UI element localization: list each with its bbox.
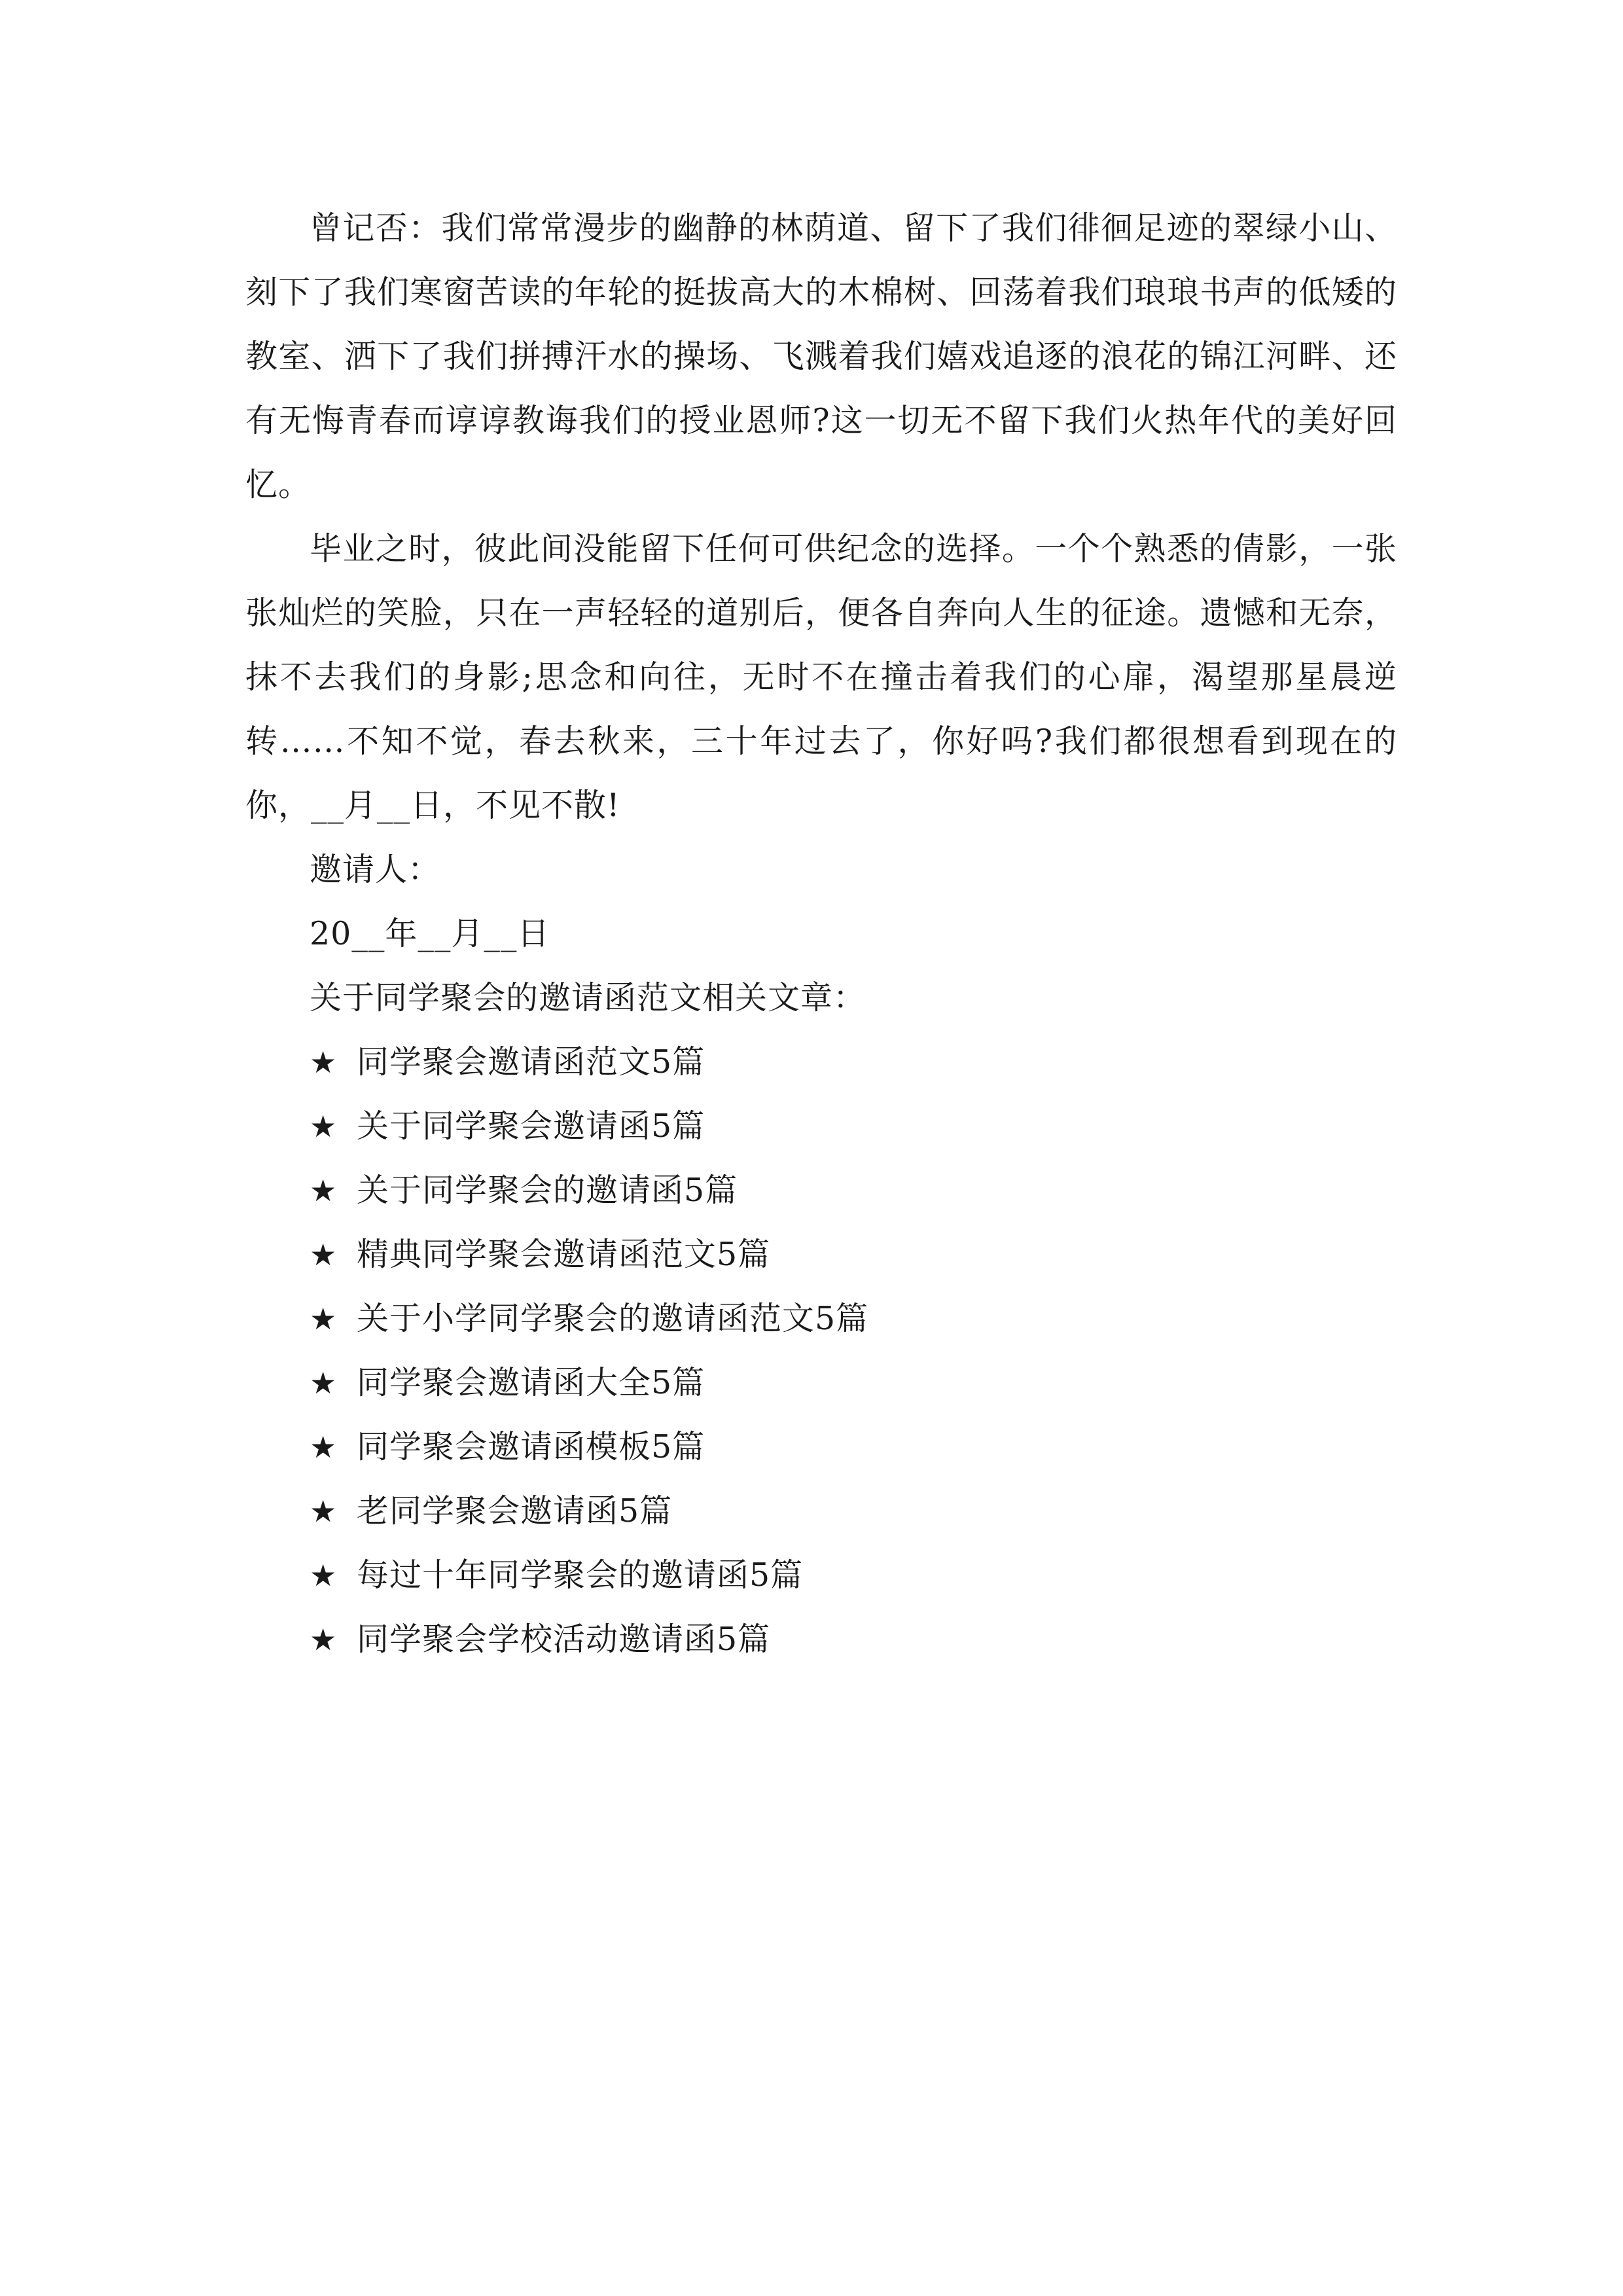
star-icon: ★ — [310, 1045, 338, 1080]
star-icon: ★ — [310, 1494, 338, 1529]
related-article-title: 同学聚会学校活动邀请函5篇 — [357, 1621, 771, 1658]
related-article-title: 同学聚会邀请函范文5篇 — [357, 1043, 705, 1081]
star-icon: ★ — [310, 1558, 338, 1593]
related-article-link[interactable] — [245, 1030, 1397, 1094]
date-line: 20__年__月__日 — [310, 915, 550, 952]
related-article-link[interactable] — [245, 1351, 1397, 1415]
related-article-link[interactable] — [245, 1287, 1397, 1351]
star-icon: ★ — [310, 1237, 338, 1272]
related-article-title: 关于同学聚会邀请函5篇 — [357, 1107, 705, 1145]
related-article-title: 每过十年同学聚会的邀请函5篇 — [357, 1556, 804, 1594]
related-heading: 关于同学聚会的邀请函范文相关文章： — [310, 979, 866, 1016]
related-article-link[interactable] — [245, 1607, 1397, 1672]
paragraph-memories: 曾记否：我们常常漫步的幽静的林荫道、留下了我们徘徊足迹的翠绿小山、刻下了我们寒窗苦读的年轮的挺拔高大的木棉树、回荡着我们琅琅书声的低矮的教室、洒下了我们拼搏汗水的操场、飞溅着我们嬉戏追逐的浪花的锦江河畔、还有无悔青春而谆谆教诲我们的授业恩师?这一切无不留下我们火热年代的美好回忆。 — [245, 209, 1397, 503]
related-article-link[interactable] — [245, 1158, 1397, 1223]
inviter-label: 邀请人： — [310, 851, 441, 888]
related-article-title: 同学聚会邀请函大全5篇 — [357, 1364, 705, 1401]
related-article-title: 关于小学同学聚会的邀请函范文5篇 — [357, 1300, 869, 1337]
related-article-title: 同学聚会邀请函模板5篇 — [357, 1428, 705, 1465]
related-article-title: 精典同学聚会邀请函范文5篇 — [357, 1236, 771, 1273]
related-article-link[interactable] — [245, 1094, 1397, 1158]
document-body — [245, 196, 1397, 1672]
related-article-link[interactable] — [245, 1479, 1397, 1543]
paragraph-graduation: 毕业之时，彼此间没能留下任何可供纪念的选择。一个个熟悉的倩影，一张张灿烂的笑脸，只在一声轻轻的道别后，便各自奔向人生的征途。遗憾和无奈，抹不去我们的身影;思念和向往，无时不在撞击着我们的心扉，渴望那星晨逆转……不知不觉，春去秋来，三十年过去了，你好吗?我们都很想看到现在的你，__月__日，不见不散! — [245, 530, 1397, 824]
star-icon: ★ — [310, 1429, 338, 1465]
related-article-title: 老同学聚会邀请函5篇 — [357, 1492, 673, 1530]
star-icon: ★ — [310, 1173, 338, 1208]
star-icon: ★ — [310, 1109, 338, 1144]
related-article-link[interactable] — [245, 1543, 1397, 1607]
related-article-link[interactable] — [245, 1223, 1397, 1287]
related-article-title: 关于同学聚会的邀请函5篇 — [357, 1172, 738, 1209]
star-icon: ★ — [310, 1301, 338, 1336]
related-articles-list — [245, 1030, 1397, 1672]
related-article-link[interactable] — [245, 1415, 1397, 1479]
star-icon: ★ — [310, 1365, 338, 1401]
star-icon: ★ — [310, 1622, 338, 1657]
